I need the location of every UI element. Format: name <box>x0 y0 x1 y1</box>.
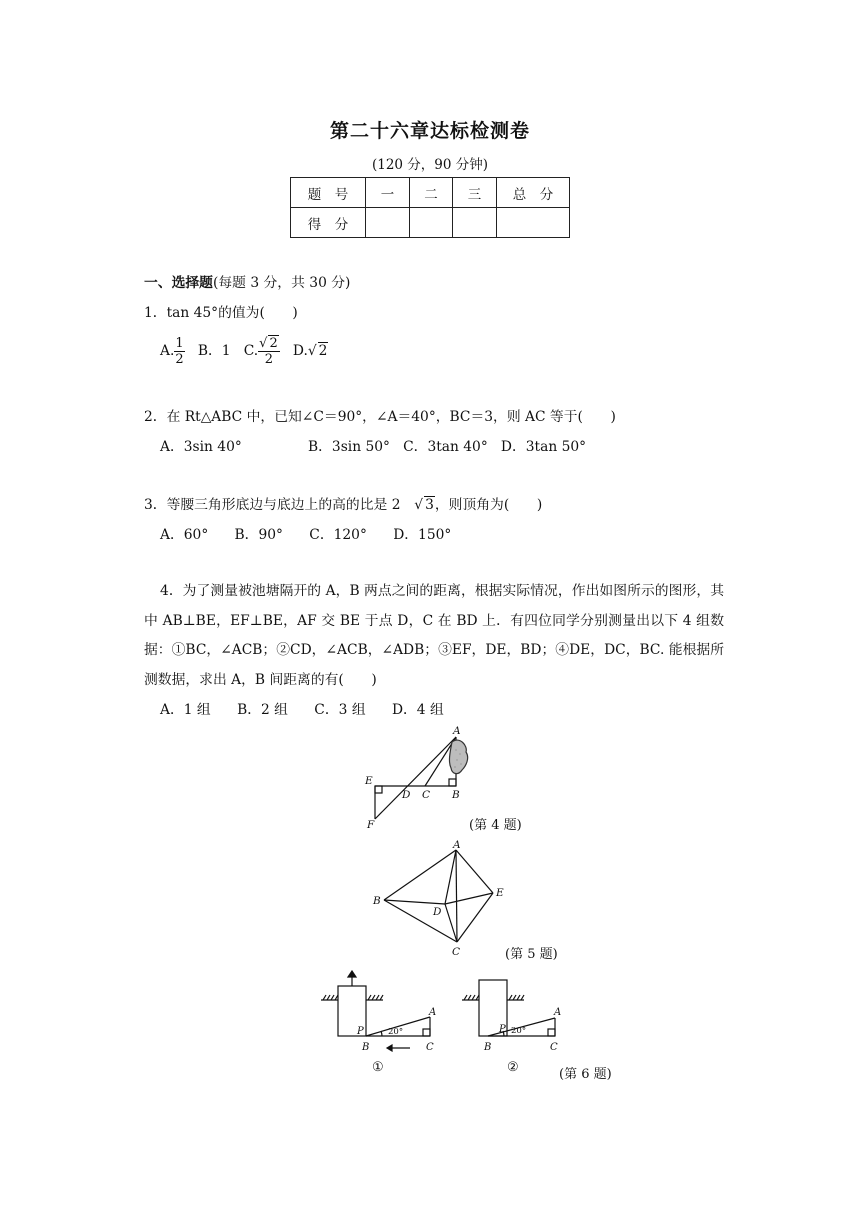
right-angle-mark <box>375 786 382 793</box>
figure-6-sub-1: ① <box>372 1060 384 1075</box>
point-label-A: A <box>453 839 461 851</box>
question-2-options <box>160 437 586 457</box>
angle-arc <box>381 1031 382 1036</box>
point-label-P: P <box>499 1024 506 1035</box>
q2-option-d[interactable]: D．3tan 50° <box>500 439 587 455</box>
point-label-B: B <box>373 895 381 907</box>
score-cell: 一 <box>366 178 410 208</box>
line-AF <box>375 737 456 819</box>
score-input-cell[interactable] <box>410 208 453 238</box>
line-AC <box>456 850 457 942</box>
q3-option-b[interactable]: B．90° <box>234 527 283 543</box>
point-label-B: B <box>362 1042 370 1052</box>
score-table-row <box>291 208 570 238</box>
q2-option-b[interactable]: B．3sin 50° <box>308 439 390 455</box>
q2-option-c[interactable]: C．3tan 40° <box>403 439 488 455</box>
radicand: 2 <box>318 343 328 359</box>
section-title: 一、选择题 <box>144 275 213 291</box>
question-3-options <box>160 525 451 545</box>
q1-option-a[interactable] <box>160 336 185 367</box>
fraction <box>258 336 280 367</box>
score-cell: 三 <box>453 178 497 208</box>
figure-5-caption: (第 5 题) <box>505 947 558 962</box>
q4-option-d[interactable]: D．4 组 <box>391 702 444 718</box>
numerator: 1 <box>175 336 184 351</box>
question-4-options <box>160 700 444 720</box>
right-angle-mark <box>548 1029 555 1036</box>
point-label-D: D <box>402 789 411 801</box>
question-2-stem: 2．在 Rt△ABC 中，已知∠C＝90°，∠A＝40°，BC＝3，则 AC 等于( ) <box>144 409 616 425</box>
angle-label: 20° <box>511 1026 527 1036</box>
score-table <box>290 177 570 238</box>
option-label: C. <box>243 343 259 359</box>
score-input-cell[interactable] <box>497 208 570 238</box>
fraction <box>174 336 184 367</box>
point-label-C: C <box>426 1042 434 1052</box>
question-3-stem: 3．等腰三角形底边与底边上的高的比是 2 √ 3，则顶角为( ) <box>144 497 543 513</box>
point-label-A: A <box>429 1007 437 1018</box>
point-label-C: C <box>452 946 461 958</box>
score-input-cell[interactable] <box>453 208 497 238</box>
point-label-C: C <box>422 789 431 801</box>
page-subtitle: (120 分，90 分钟) <box>371 157 489 173</box>
point-label-E: E <box>496 887 504 899</box>
hatching <box>323 995 383 1000</box>
q3-option-d[interactable]: D．150° <box>393 527 452 543</box>
q4-option-b[interactable]: B．2 组 <box>237 702 288 718</box>
score-input-cell[interactable] <box>366 208 410 238</box>
point-label-F: F <box>367 819 375 831</box>
figure-5-diagram <box>370 838 520 962</box>
stem-text: ，则顶角为( ) <box>434 497 543 513</box>
q1-option-c[interactable] <box>243 336 280 367</box>
question-4-stem: 4．为了测量被池塘隔开的 A，B 两点之间的距离，根据实际情况，作出如图所示的图形，其中 AB⊥BE，EF⊥BE，AF 交 BE 于点 D，C 在 BD 上．有四位同学分别测量出以下 4 组数据：①BC，∠ACB；②CD，∠ACB，∠ADB；③EF，DE，BD；④DE，DC，BC. 能根据所测数据，求出 A，B 间距离的有( ) <box>144 583 724 688</box>
figure-6-sub-2: ② <box>507 1060 519 1075</box>
point-label-C: C <box>550 1042 558 1052</box>
denominator: 2 <box>175 352 184 367</box>
score-cell: 得 分 <box>291 208 366 238</box>
denominator: 2 <box>264 352 274 367</box>
question-1-options <box>160 334 328 368</box>
q1-option-b[interactable]: B．1 <box>197 343 231 359</box>
figure-4-caption: (第 4 题) <box>469 818 522 833</box>
q4-option-a[interactable]: A．1 组 <box>160 702 211 718</box>
point-label-D: D <box>433 906 442 918</box>
section-note: (每题 3 分，共 30 分) <box>212 275 351 291</box>
score-table-row <box>291 178 570 208</box>
q3-option-c[interactable]: C．120° <box>309 527 367 543</box>
score-cell: 二 <box>410 178 453 208</box>
question-1-stem: 1．tan 45°的值为( ) <box>144 305 298 321</box>
up-arrow-icon <box>348 971 356 977</box>
figure-6-diagram <box>318 970 568 1052</box>
point-label-B: B <box>484 1042 492 1052</box>
figure-6-caption: (第 6 题) <box>559 1067 612 1082</box>
pond-shape <box>449 740 467 773</box>
page-title: 第二十六章达标检测卷 <box>329 120 530 142</box>
q2-option-a[interactable]: A．3sin 40° <box>160 439 242 455</box>
line-AB <box>384 850 456 900</box>
section-heading <box>144 271 350 291</box>
hatching <box>464 995 524 1000</box>
q1-option-d[interactable]: D.√ 2 <box>292 343 328 359</box>
line-BD <box>384 900 445 904</box>
q3-option-a[interactable]: A．60° <box>160 527 209 543</box>
right-angle-mark <box>449 779 456 786</box>
line-AD <box>445 850 456 904</box>
radicand: 3 <box>425 497 434 513</box>
point-label-A: A <box>554 1007 562 1018</box>
radicand: 2 <box>269 336 278 351</box>
point-label-E: E <box>365 775 373 787</box>
left-arrow-icon <box>387 1045 392 1051</box>
point-label-P: P <box>357 1026 364 1037</box>
option-label: A. <box>160 343 175 359</box>
numerator: √ 2 <box>259 336 278 351</box>
line-AE <box>456 850 493 893</box>
score-cell: 总 分 <box>497 178 570 208</box>
angle-label: 20° <box>388 1027 404 1037</box>
score-cell: 题 号 <box>291 178 366 208</box>
q4-option-c[interactable]: C．3 组 <box>314 702 366 718</box>
point-label-B: B <box>452 789 460 801</box>
option-label: D. <box>292 343 308 359</box>
right-angle-mark <box>423 1029 430 1036</box>
point-label-A: A <box>453 725 461 737</box>
stem-text: 3．等腰三角形底边与底边上的高的比是 2 <box>144 497 415 513</box>
